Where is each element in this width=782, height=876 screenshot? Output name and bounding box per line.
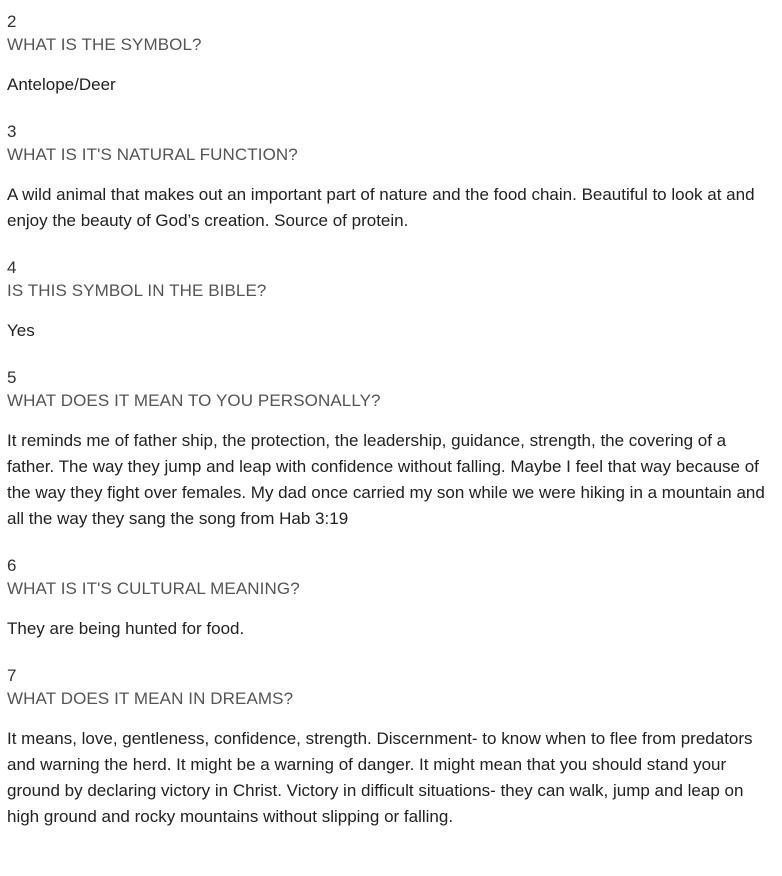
answer-text: Yes <box>7 321 35 340</box>
question-number: 3 <box>7 122 17 141</box>
question-text: WHAT IS IT'S CULTURAL MEANING? <box>7 579 300 598</box>
answer-text: It means, love, gentleness, confidence, strength. Discernment- to know when to flee from predators and warning the herd. It might be a warning of danger. It might mean that you should stand your ground by declaring victory in Christ. Victory in difficult situations- they can walk, jump and leap on high ground and rocky mountains without slipping or falling. <box>7 729 753 826</box>
question-text: WHAT DOES IT MEAN TO YOU PERSONALLY? <box>7 391 381 410</box>
question-text: WHAT IS IT'S NATURAL FUNCTION? <box>7 145 298 164</box>
question-number: 2 <box>7 12 17 31</box>
qa-item-2 <box>7 12 775 98</box>
qa-item-6 <box>7 556 775 642</box>
answer-text: Antelope/Deer <box>7 75 116 94</box>
answer-text: A wild animal that makes out an important part of nature and the food chain. Beautiful to look at and enjoy the beauty of God’s creation. Source of protein. <box>7 185 755 230</box>
question-number: 5 <box>7 368 17 387</box>
question-number: 4 <box>7 258 17 277</box>
question-text: WHAT DOES IT MEAN IN DREAMS? <box>7 689 294 708</box>
qa-item-4 <box>7 258 775 344</box>
question-number: 7 <box>7 666 17 685</box>
qa-item-7 <box>7 666 775 830</box>
answer-text: They are being hunted for food. <box>7 619 245 638</box>
question-number: 6 <box>7 556 17 575</box>
answer-text: It reminds me of father ship, the protection, the leadership, guidance, strength, the covering of a father. The way they jump and leap with confidence without falling. Maybe I feel that way because of the way they fight over females. My dad once carried my son while we were hiking in a mountain and all the way they sang the song from Hab 3:19 <box>7 431 765 528</box>
qa-item-3 <box>7 122 775 234</box>
question-text: IS THIS SYMBOL IN THE BIBLE? <box>7 281 267 300</box>
qa-item-5 <box>7 368 775 532</box>
question-text: WHAT IS THE SYMBOL? <box>7 35 202 54</box>
